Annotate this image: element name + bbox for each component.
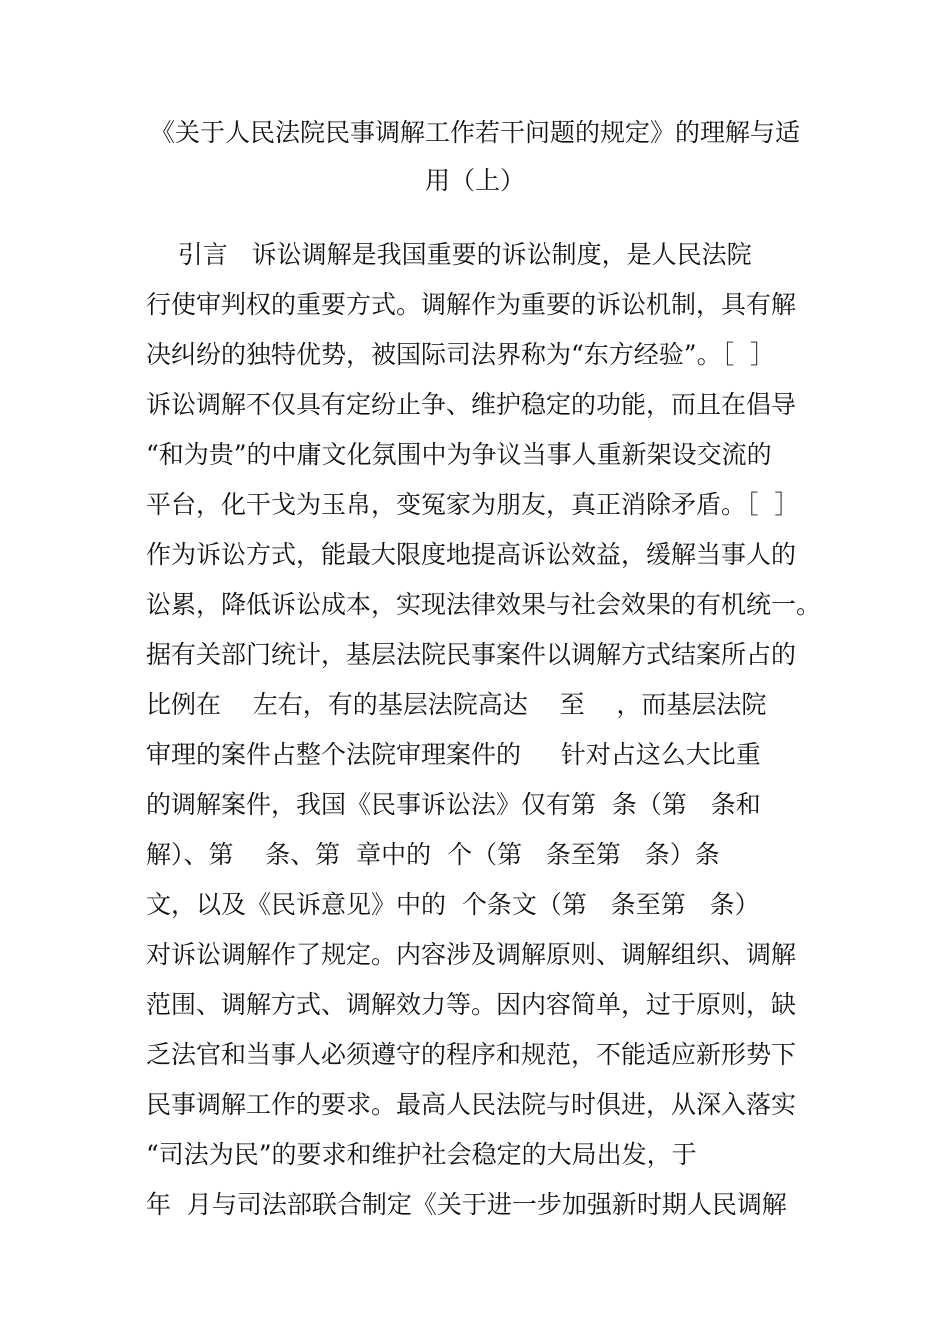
paragraph-line: 范围、调解方式、调解效力等。因内容简单，过于原则，缺 xyxy=(146,990,797,1019)
paragraph-line: 审理的案件占整个法院审理案件的 针对占这么大比重 xyxy=(146,740,761,769)
paragraph-line: 诉讼调解不仅具有定纷止争、维护稳定的功能，而且在倡导 xyxy=(146,390,797,419)
paragraph-line: 行使审判权的重要方式。调解作为重要的诉讼机制，具有解 xyxy=(146,290,797,319)
paragraph-line: 乏法官和当事人必须遵守的程序和规范，不能适应新形势下 xyxy=(146,1040,797,1069)
paragraph-line: 据有关部门统计，基层法院民事案件以调解方式结案所占的 xyxy=(146,640,797,669)
paragraph-line: “司法为民”的要求和维护社会稳定的大局出发，于 xyxy=(146,1140,697,1169)
paragraph-line: 年 月与司法部联合制定《关于进一步加强新时期人民调解 xyxy=(146,1190,787,1219)
paragraph-line: 平台，化干戈为玉帛，变冤家为朋友，真正消除矛盾。［ ］ xyxy=(146,490,800,519)
paragraph-line: 决纠纷的独特优势，被国际司法界称为“东方经验”。［ ］ xyxy=(146,340,775,369)
paragraph-line: “和为贵”的中庸文化氛围中为争议当事人重新架设交流的 xyxy=(146,440,772,469)
paragraph-line: 文，以及《民诉意见》中的 个条文（第 条至第 条） xyxy=(146,890,760,919)
paragraph-line: 解）、第 条、第 章中的 个（第 条至第 条）条 xyxy=(146,840,720,869)
paragraph-line: 对诉讼调解作了规定。内容涉及调解原则、调解组织、调解 xyxy=(146,940,797,969)
paragraph-line: 作为诉讼方式，能最大限度地提高诉讼效益，缓解当事人的 xyxy=(146,540,797,569)
paragraph-line: 引言 诉讼调解是我国重要的诉讼制度，是人民法院 xyxy=(146,240,752,269)
paragraph-line: 比例在 左右，有的基层法院高达 至 ，而基层法院 xyxy=(146,690,767,719)
document-title-line-2: 用（上） xyxy=(424,166,525,195)
paragraph-line: 民事调解工作的要求。最高人民法院与时俱进，从深入落实 xyxy=(146,1090,797,1119)
paragraph-line: 的调解案件，我国《民事诉讼法》仅有第 条（第 条和 xyxy=(146,790,761,819)
paragraph-line: 讼累，降低诉讼成本，实现法律效果与社会效果的有机统一。 xyxy=(146,590,822,619)
document-title-line-1: 《关于人民法院民事调解工作若干问题的规定》的理解与适 xyxy=(149,118,800,147)
